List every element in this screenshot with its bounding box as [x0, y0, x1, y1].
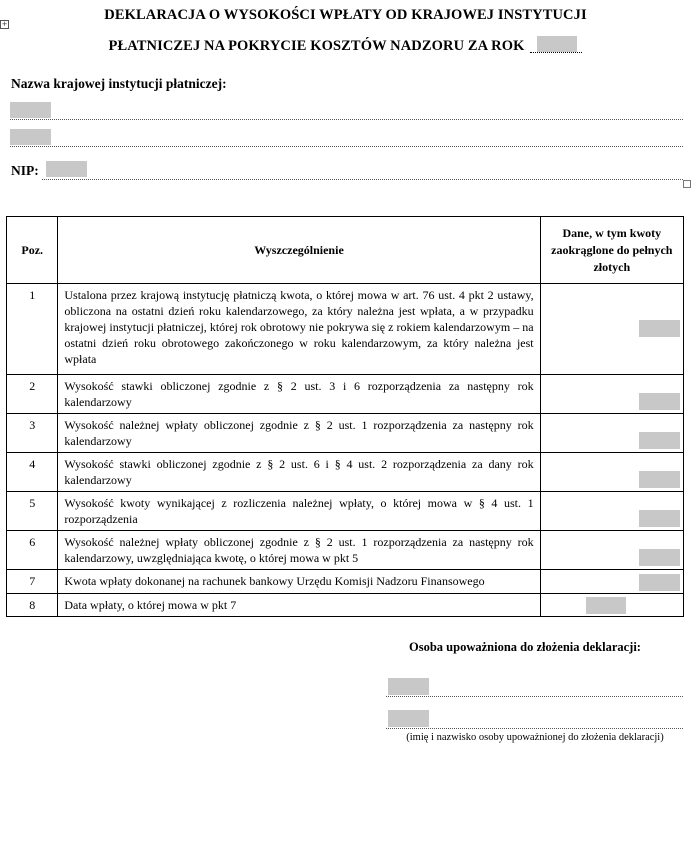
row-description: Data wpłaty, o której mowa w pkt 7	[58, 594, 540, 617]
table-header-row	[7, 217, 684, 284]
row-value-field[interactable]	[639, 574, 680, 591]
nip-line	[42, 179, 683, 180]
institution-name-field-2[interactable]	[10, 129, 51, 145]
row-position: 2	[7, 375, 58, 414]
table-row	[7, 531, 684, 570]
row-description: Wysokość należnej wpłaty obliczonej zgodnie z § 2 ust. 1 rozporządzenia za następny rok kalendarzowy, uwzględniająca kwotę, o której mowa w pkt 5	[58, 531, 540, 570]
signer-field-1[interactable]	[388, 678, 429, 695]
institution-name-field-1[interactable]	[10, 102, 51, 118]
row-value-field[interactable]	[639, 320, 680, 337]
resize-handle-icon[interactable]	[683, 180, 691, 188]
row-description: Kwota wpłaty dokonanej na rachunek bankowy Urzędu Komisji Nadzoru Finansowego	[58, 570, 540, 594]
year-field[interactable]	[530, 36, 582, 53]
row-value-cell[interactable]	[540, 453, 683, 492]
row-value-cell[interactable]	[540, 492, 683, 531]
row-value-field[interactable]	[639, 432, 680, 449]
table-row	[7, 594, 684, 617]
year-field-fill	[537, 36, 577, 52]
row-description: Wysokość stawki obliczonej zgodnie z § 2 ust. 6 i § 4 ust. 2 rozporządzenia za dany rok kalendarzowy	[58, 453, 540, 492]
institution-name-line-1	[10, 119, 683, 120]
row-description: Wysokość należnej wpłaty obliczonej zgodnie z § 2 ust. 1 rozporządzenia za następny rok kalendarzowy	[58, 414, 540, 453]
table-row	[7, 492, 684, 531]
table-row	[7, 453, 684, 492]
document-title-line-2-text: PŁATNICZEJ NA POKRYCIE KOSZTÓW NADZORU ZA ROK	[108, 38, 525, 54]
row-value-field[interactable]	[639, 471, 680, 488]
row-description: Wysokość stawki obliczonej zgodnie z § 2 ust. 3 i 6 rozporządzenia za następny rok kalendarzowy	[58, 375, 540, 414]
row-description: Wysokość kwoty wynikającej z rozliczenia należnej wpłaty, o której mowa w § 4 ust. 1 rozporządzenia	[58, 492, 540, 531]
institution-name-line-2	[10, 146, 683, 147]
table-row	[7, 570, 684, 594]
signer-caption: (imię i nazwisko osoby upoważnionej do złożenia deklaracji)	[406, 732, 664, 743]
row-position: 4	[7, 453, 58, 492]
row-description: Ustalona przez krajową instytucję płatniczą kwota, o której mowa w art. 76 ust. 4 pkt 2 ustawy, obliczona na ostatni dzień roku kalendarzowego, za który należna jest wpłata, a w przypadku krajowej instytucji płatniczej, której rok obrotowy nie pokrywa się z rokiem kalendarzowym – na ostatni dzień roku obrotowego zakończonego w roku kalendarzowym, za który należna jest wpłata	[58, 284, 540, 375]
institution-name-label: Nazwa krajowej instytucji płatniczej:	[11, 76, 227, 91]
nip-field[interactable]	[46, 161, 87, 177]
header-position: Poz.	[7, 217, 58, 284]
row-position: 6	[7, 531, 58, 570]
table-row	[7, 284, 684, 375]
row-value-cell[interactable]	[540, 594, 683, 617]
table-move-handle-icon[interactable]: +	[1, 20, 8, 28]
signer-label: Osoba upoważniona do złożenia deklaracji:	[409, 640, 641, 654]
header-value: Dane, w tym kwoty zaokrąglone do pełnych złotych	[540, 217, 683, 284]
row-value-field[interactable]	[639, 393, 680, 410]
document-title-line-2	[0, 36, 691, 55]
document-title-line-1: DEKLARACJA O WYSOKOŚCI WPŁATY OD KRAJOWEJ INSTYTUCJI	[104, 7, 587, 23]
header-description: Wyszczególnienie	[58, 217, 540, 284]
signer-line-2	[386, 728, 683, 729]
row-value-field[interactable]	[586, 597, 626, 614]
row-value-field[interactable]	[639, 510, 680, 527]
nip-label: NIP:	[11, 163, 39, 178]
signer-line-1	[386, 696, 683, 697]
declaration-table	[6, 216, 684, 617]
row-value-cell[interactable]	[540, 375, 683, 414]
table-row	[7, 375, 684, 414]
row-value-cell[interactable]	[540, 414, 683, 453]
row-value-cell[interactable]	[540, 284, 683, 375]
table-row	[7, 414, 684, 453]
signer-field-2[interactable]	[388, 710, 429, 727]
row-position: 1	[7, 284, 58, 375]
row-value-cell[interactable]	[540, 570, 683, 594]
row-position: 3	[7, 414, 58, 453]
row-position: 5	[7, 492, 58, 531]
row-position: 8	[7, 594, 58, 617]
row-value-field[interactable]	[639, 549, 680, 566]
row-value-cell[interactable]	[540, 531, 683, 570]
row-position: 7	[7, 570, 58, 594]
